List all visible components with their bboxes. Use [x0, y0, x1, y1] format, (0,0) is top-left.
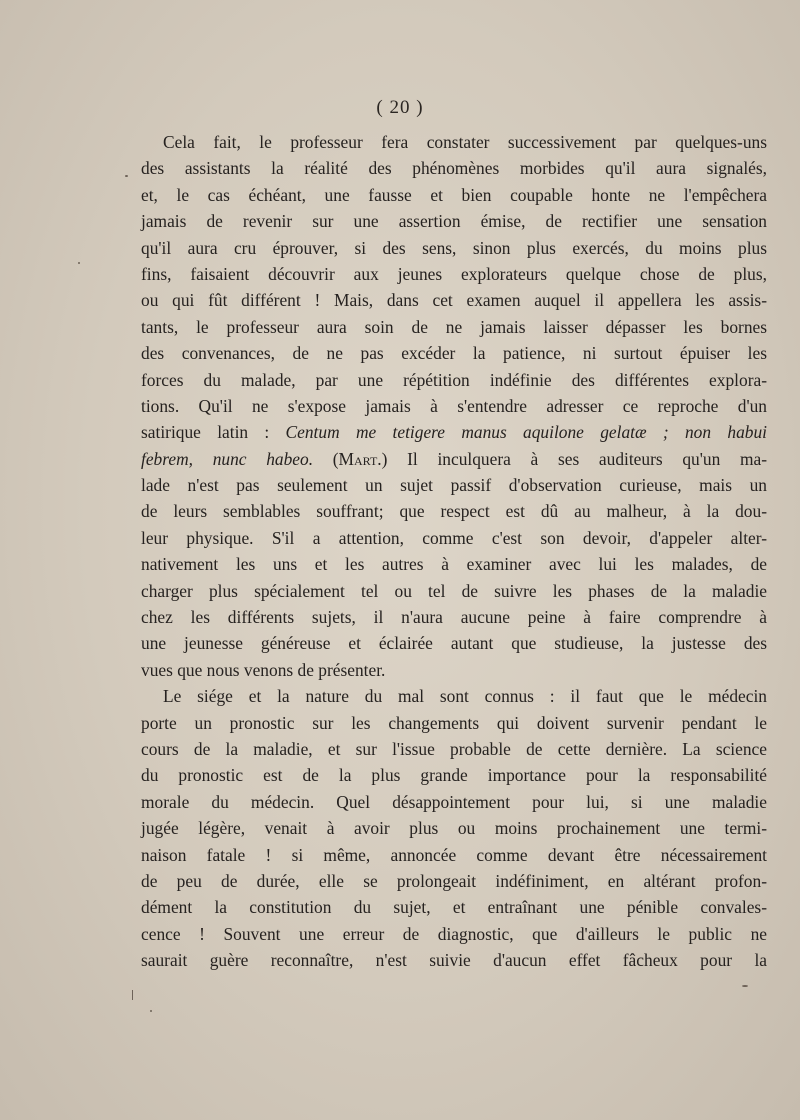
text-line: dément la constitution du sujet, et entraînant une pénible convales-: [141, 897, 767, 918]
text-line: saurait guère reconnaître, n'est suivie d'aucun effet fâcheux pour la: [141, 950, 767, 971]
text-line: jamais de revenir sur une assertion émise, de rectifier une sensation: [141, 211, 767, 232]
paper-speck: [150, 1010, 152, 1012]
text-line: [141, 419, 767, 445]
text-line: nativement les uns et les autres à examiner avec lui les malades, de: [141, 554, 767, 575]
text-line: [141, 446, 767, 472]
text-line: porte un pronostic sur les changements qui doivent survenir pendant le: [141, 712, 767, 733]
text-line: forces du malade, par une répétition indéfinie des différentes explora-: [141, 369, 767, 390]
text-line: des assistants la réalité des phénomènes morbides qu'il aura signalés,: [141, 158, 767, 179]
paper-speck: [132, 990, 133, 1000]
text-line: du pronostic est de la plus grande importance pour la responsabilité: [141, 765, 767, 786]
body-text: [141, 129, 767, 974]
text-line: naison fatale ! si même, annoncée comme devant être nécessairement: [141, 844, 767, 865]
paper-speck: [78, 262, 80, 264]
paragraph-1: [141, 129, 767, 683]
text-line: lade n'est pas seulement un sujet passif d'observation curieuse, mais un: [141, 475, 767, 496]
text-line: leur physique. S'il a attention, comme c'est son devoir, d'appeler alter-: [141, 527, 767, 548]
text-line: jugée légère, venait à avoir plus ou moins prochainement une termi-: [141, 818, 767, 839]
text-run: satirique latin :: [141, 422, 286, 443]
text-line: de leurs semblables souffrant; que respect est dû au malheur, à la dou-: [141, 501, 767, 522]
text-line: et, le cas échéant, une fausse et bien coupable honte ne l'empêchera: [141, 184, 767, 205]
citation: (Mart.): [332, 448, 388, 469]
text-line: qu'il aura cru éprouver, si des sens, sinon plus exercés, du moins plus: [141, 237, 767, 258]
text-line: fins, faisaient découvrir aux jeunes explorateurs quelque chose de plus,: [141, 263, 767, 284]
text-line: chez les différents sujets, il n'aura aucune peine à faire comprendre à: [141, 607, 767, 628]
text-line: ou qui fût différent ! Mais, dans cet examen auquel il appellera les assis-: [141, 290, 767, 311]
text-line: cours de la maladie, et sur l'issue probable de cette dernière. La science: [141, 738, 767, 759]
paper-speck: [742, 985, 748, 987]
paragraph-2: [141, 683, 767, 973]
text-line: morale du médecin. Quel désappointement pour lui, si une maladie: [141, 791, 767, 812]
text-line: vues que nous venons de présenter.: [141, 659, 386, 680]
text-line: Cela fait, le professeur fera constater successivement par quelques-uns: [163, 132, 767, 152]
paper-speck: [125, 175, 128, 177]
latin-quotation: Centum me tetigere manus aquilone gelatæ ; non habui: [285, 422, 767, 443]
text-line: de peu de durée, elle se prolongeait indéfiniment, en altérant profon-: [141, 870, 767, 891]
text-run: Il inculquera à ses auditeurs qu'un ma-: [387, 448, 767, 469]
text-line: cence ! Souvent une erreur de diagnostic, que d'ailleurs le public ne: [141, 923, 767, 944]
page-number: ( 20 ): [376, 97, 424, 118]
text-line: Le siége et la nature du mal sont connus : il faut que le médecin: [163, 686, 767, 707]
text-line: des convenances, de ne pas excéder la patience, ni surtout épuiser les: [141, 343, 767, 364]
text-line: tions. Qu'il ne s'expose jamais à s'entendre adresser ce reproche d'un: [141, 395, 767, 416]
text-line: une jeunesse généreuse et éclairée autant que studieuse, la justesse des: [141, 633, 767, 654]
text-line: charger plus spécialement tel ou tel de suivre les phases de la maladie: [141, 580, 767, 601]
text-line: tants, le professeur aura soin de ne jamais laisser dépasser les bornes: [141, 316, 767, 337]
latin-quotation: febrem, nunc habeo.: [141, 448, 314, 469]
